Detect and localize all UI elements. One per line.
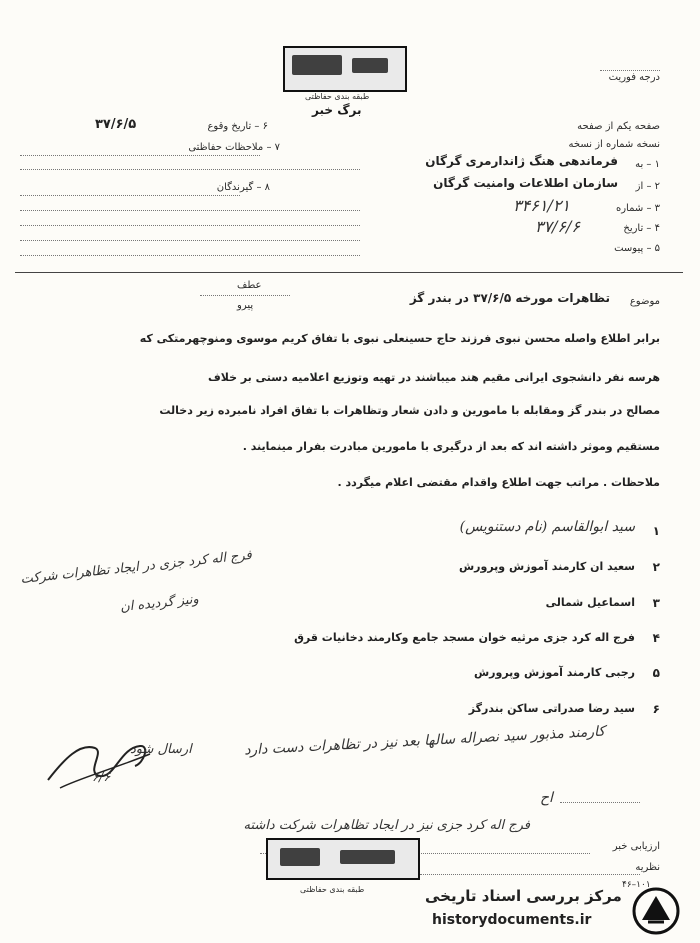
body-note: ملاحظات . مراتب جهت اطلاع واقدام مقتضی اعلام میگردد . [337,476,660,489]
classification-stamp-bottom-ink-2 [340,850,395,864]
security-notes-dots-2 [20,169,360,170]
signature-sub: ۶/۶ [92,770,111,785]
individual-3-text: اسماعیل شمالی [545,596,635,609]
reference-peyro-label: پیرو [237,300,254,311]
opinion-label: نظریه [635,862,660,873]
date-label: ۴ – تاریخ [623,223,660,234]
individual-2-num: ۲ [652,560,660,574]
recipients-dots-3 [20,225,360,226]
priority-label: درجه فوریت [608,72,660,83]
header-divider [15,272,683,273]
reference-atf-label: عطف [237,280,262,291]
body-line-3: مصالح در بندر گز ومقابله با مامورین و دادن شعار وتظاهرات با تفاق افراد نامبرده زیر دخالت [159,404,660,417]
individual-5-num: ۵ [652,666,660,680]
report-title: برگ خبر [312,103,362,117]
form-code: ۱۰۱–۴۶ [622,880,651,890]
attachment-label: ۵ – پیوست [614,243,660,254]
classification-caption-top: طبقه بندی حفاظتی [305,92,370,101]
signature-note: ارسال شود [130,742,192,757]
recipients-label: ۸ – گیرندگان [216,182,270,193]
recipients-dots-4 [20,240,360,241]
from-value: سازمان اطلاعات وامنیت گرگان [433,176,618,190]
incident-date-value: ۳۷/۶/۵ [95,117,137,132]
individual-6-text: سید رضا صدراتی ساکن بندرگز [468,702,635,715]
security-notes-label: ۷ – ملاحظات حفاظتی [188,142,280,153]
individual-4-num: ۴ [652,631,660,645]
recipients-dots-2 [20,210,360,211]
subject-label: موضوع [629,296,660,307]
body-line-4: مستقیم وموثر داشته اند که بعد از درگیری با مامورین مبادرت بفرار مینمایند . [242,440,660,453]
signature-scribble [40,718,160,798]
classification-stamp-top-ink [292,55,342,75]
watermark-url: historydocuments.ir [432,912,592,928]
classification-stamp-bottom-ink [280,848,320,866]
page-count-row: صفحه یکم از صفحه [577,121,660,132]
individual-5-text: رجبی کارمند آموزش وپرورش [473,666,635,679]
recipients-dots [20,195,240,196]
individual-1-name: سید ابوالقاسم (نام دستنویس) [459,519,635,535]
watermark-logo-icon [630,886,682,936]
to-value: فرماندهی هنگ ژاندارمری گرگان [425,154,618,168]
individual-4-text: فرج اله کرد جزی مرثیه خوان مسجد جامع وکارمند دخانیات قرق [294,631,635,644]
number-label: ۳ – شماره [615,203,660,214]
classification-caption-bottom: طبقه بندی حفاظتی [300,885,365,894]
watermark-org-name: مرکز بررسی اسناد تاریخی [425,887,622,905]
to-label: ۱ – به [635,159,660,170]
opinion-dots [420,874,640,875]
security-notes-dots [20,155,260,156]
recipients-dots-5 [20,255,360,256]
priority-dots [600,70,660,71]
handwritten-left-note-2: ونیز گردیده ان [119,591,200,616]
from-label: ۲ – از [635,181,660,192]
handwritten-mark: اح [540,790,553,806]
mark-line [560,802,640,803]
number-value: ۳۴۶۱/۲۱ [513,196,570,215]
copy-number-row: نسخه شماره از نسخه [568,139,660,150]
incident-date-label: ۶ – تاریخ وقوع [207,121,268,132]
reference-divider [200,295,290,296]
handwritten-left-note-1: فرج اله کرد جزی در ایجاد تظاهرات شرکت [19,547,253,588]
evaluation-label: ارزیابی خبر [612,841,660,852]
body-line-2: هرسه نفر دانشجوی ایرانی مقیم هند میباشند در تهیه وتوزیع اعلامیه دستی بر خلاف [207,371,660,384]
handwritten-bottom-note: فرج اله کرد جزی نیز در ایجاد تظاهرات شرکت داشته [243,818,530,833]
body-line-1: برابر اطلاع واصله محسن نبوی فرزند حاج حسینعلی نبوی با تفاق کریم موسوی ومنوچهرمتکی که [139,332,660,345]
individual-3-num: ۳ [652,596,660,610]
date-value: ۳۷/۶/۶ [534,217,580,236]
individual-2-text: سعید ان کارمند آموزش وپرورش [458,560,635,573]
handwritten-middle-note: کارمند مذبور سید نصراله سالها بعد نیز در تظاهرات دست دارد [243,723,606,759]
individual-6-num: ۶ [652,702,660,716]
classification-stamp-top-ink-2 [352,58,388,73]
individual-1-num: ۱ [652,524,660,538]
subject-value: تظاهرات مورخه ۳۷/۶/۵ در بندر گز [409,291,610,305]
